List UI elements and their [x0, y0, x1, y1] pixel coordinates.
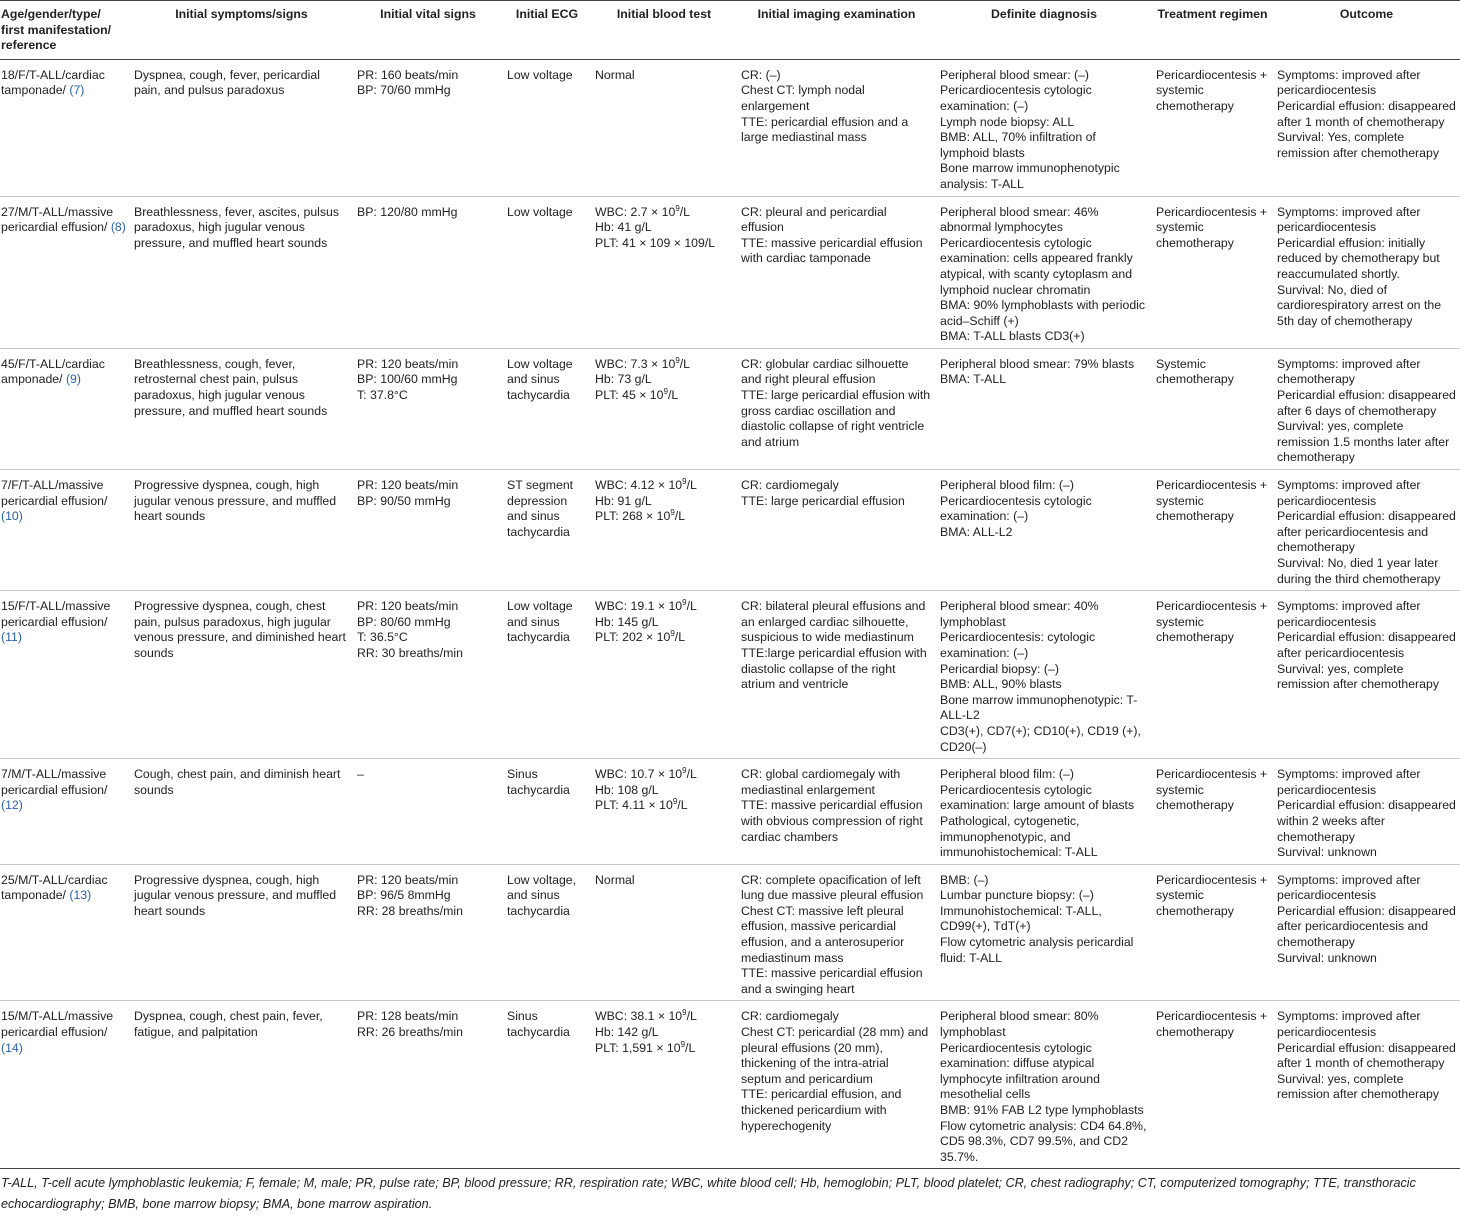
table-row [0, 470, 1460, 591]
symptoms-text: Dyspnea, cough, chest pain, fever, fatigue, and palpitation [134, 1009, 323, 1040]
cell-imaging [737, 1001, 936, 1169]
diagnosis-line: Pathological, cytogenetic, immunophenotypic, and immunohistochemical: T-ALL [940, 813, 1098, 860]
outcome-line: Survival: Yes, complete remission after chemotherapy [1277, 130, 1439, 160]
blood-line: PLT: 41 × 109 × 109/L [595, 235, 716, 250]
cell-symptoms [130, 759, 353, 865]
symptoms-text: Progressive dyspnea, cough, high jugular venous pressure, and muffled heart sounds [134, 478, 337, 524]
cell-case [0, 470, 130, 591]
diagnosis-line: Peripheral blood smear: (–) [940, 67, 1089, 82]
reference-link[interactable]: (13) [69, 888, 92, 903]
ecg-text: ST segment depression and sinus tachycardia [507, 478, 574, 539]
outcome-line: Pericardial effusion: disappeared after 1 month of chemotherapy [1277, 98, 1456, 129]
cell-case [0, 864, 130, 1001]
diagnosis-line: Immunohistochemical: T-ALL, CD99(+), TdT(+) [940, 903, 1102, 934]
blood-line: WBC: $2.7 \times 10^9/L$ [595, 203, 691, 219]
outcome-line: Symptoms: improved after pericardiocentesis [1277, 767, 1421, 797]
outcome-line: Survival: yes, complete remission 1.5 months later after chemotherapy [1277, 419, 1450, 465]
blood-line: WBC: $38.1 \times 10^9/L$ [595, 1008, 697, 1024]
blood-line: PLT: $1,591 \times 10^9/L$ [595, 1039, 696, 1055]
outcome-line: Symptoms: improved after pericardiocentesis [1277, 599, 1421, 629]
diagnosis-line: Lymph node biopsy: ALL [940, 114, 1075, 129]
blood-line: Hb: 73 g/L [595, 372, 652, 387]
imaging-line: Chest CT: pericardial (28 mm) and pleural effusions (20 mm), thickening of the intra-atrial septum and pericardium [741, 1025, 929, 1086]
vitals-line: BP: 80/60 mmHg [357, 614, 451, 629]
diagnosis-line: Pericardiocentesis cytologic examination: (–) [940, 83, 1092, 113]
ecg-text: Low voltage and sinus tachycardia [507, 356, 573, 403]
imaging-line: CR: global cardiomegaly with mediastinal enlargement [741, 767, 901, 797]
vitals-line: BP: 70/60 mmHg [357, 83, 451, 98]
cell-case [0, 1001, 130, 1169]
treatment-text: Pericardiocentesis + systemic chemotherapy [1156, 204, 1268, 250]
header-diagnosis: Definite diagnosis [936, 1, 1152, 60]
cell-imaging [737, 59, 936, 196]
cell-ecg [503, 864, 591, 1001]
cell-outcome [1273, 59, 1460, 196]
case-descriptor: 18/F/T-ALL/cardiac tamponade/ [1, 67, 105, 98]
outcome-line: Pericardial effusion: disappeared after pericardiocentesis and chemotherapy [1277, 903, 1456, 950]
cell-blood [591, 196, 737, 348]
cell-vitals [353, 759, 503, 865]
cell-ecg [503, 348, 591, 469]
reference-link[interactable]: (12) [1, 798, 23, 813]
treatment-text: Pericardiocentesis + systemic chemotherapy [1156, 478, 1268, 524]
blood-line: Hb: 145 g/L [595, 614, 659, 629]
blood-line: Hb: 108 g/L [595, 782, 659, 797]
table-body [0, 59, 1460, 1169]
reference-link[interactable]: (14) [1, 1040, 23, 1055]
case-descriptor: 15/M/T-ALL/massive pericardial effusion/ [1, 1009, 114, 1040]
cell-ecg [503, 59, 591, 196]
diagnosis-line: Flow cytometric analysis pericardial fluid: T-ALL [940, 935, 1134, 965]
diagnosis-line: Peripheral blood film: (–) [940, 478, 1074, 493]
diagnosis-line: Pericardiocentesis cytologic examination: (–) [940, 493, 1092, 524]
imaging-line: TTE: pericardial effusion and a large mediastinal mass [741, 114, 909, 145]
cell-vitals [353, 348, 503, 469]
outcome-line: Pericardial effusion: initially reduced by chemotherapy but reaccumulated shortly. [1277, 235, 1440, 281]
blood-line: PLT: $45 \times 10^9/L$ [595, 387, 679, 403]
imaging-line: CR: bilateral pleural effusions and an enlarged cardiac silhouette, suspicious to wide mediastinum [741, 599, 926, 645]
diagnosis-line: Pericardiocentesis: cytologic examination: (–) [940, 630, 1096, 660]
treatment-text: Pericardiocentesis + chemotherapy [1156, 1009, 1268, 1040]
imaging-line: CR: cardiomegaly [741, 478, 839, 493]
table-row [0, 196, 1460, 348]
cell-outcome [1273, 759, 1460, 865]
cell-ecg [503, 1001, 591, 1169]
cell-case [0, 196, 130, 348]
vitals-line: BP: 120/80 mmHg [357, 204, 458, 219]
reference-link[interactable]: (9) [65, 372, 81, 387]
imaging-line: TTE: pericardial effusion, and thickened pericardium with hyperechogenity [741, 1087, 902, 1133]
vitals-line: RR: 30 breaths/min [357, 645, 463, 660]
header-blood-test: Initial blood test [591, 1, 737, 60]
symptoms-text: Dyspnea, cough, fever, pericardial pain, and pulsus paradoxus [134, 67, 320, 98]
vitals-line: T: 37.8°C [357, 388, 408, 403]
cell-blood [591, 348, 737, 469]
blood-line: Hb: 41 g/L [595, 220, 652, 235]
symptoms-text: Cough, chest pain, and diminish heart sounds [134, 767, 341, 797]
cell-imaging [737, 759, 936, 865]
cell-case [0, 59, 130, 196]
vitals-line: PR: 160 beats/min [357, 67, 459, 82]
blood-line: Hb: 142 g/L [595, 1025, 659, 1040]
table-header [0, 1, 1460, 60]
outcome-line: Pericardial effusion: disappeared after pericardiocentesis [1277, 630, 1456, 660]
outcome-line: Survival: No, died of cardiorespiratory arrest on the 5th day of chemotherapy [1277, 282, 1442, 328]
header-treatment: Treatment regimen [1152, 1, 1273, 60]
vitals-line: BP: 100/60 mmHg [357, 372, 458, 387]
header-row [0, 1, 1460, 60]
cell-outcome [1273, 591, 1460, 759]
cell-diagnosis [936, 348, 1152, 469]
case-descriptor: 7/F/T-ALL/massive pericardial effusion/ [1, 478, 108, 508]
symptoms-text: Breathlessness, fever, ascites, pulsus paradoxus, high jugular venous pressure, and muffled heart sounds [134, 204, 340, 250]
table-row [0, 864, 1460, 1001]
cell-treatment [1152, 591, 1273, 759]
treatment-text: Pericardiocentesis + systemic chemotherapy [1156, 67, 1268, 113]
imaging-line: Chest CT: lymph nodal enlargement [741, 83, 865, 113]
blood-line: WBC: $10.7 \times 10^9/L$ [595, 766, 697, 782]
blood-line: PLT: $268 \times 10^9/L$ [595, 508, 686, 524]
cell-diagnosis [936, 1001, 1152, 1169]
table-row [0, 1001, 1460, 1169]
table-row [0, 348, 1460, 469]
cell-outcome [1273, 196, 1460, 348]
outcome-line: Survival: yes, complete remission after chemotherapy [1277, 1071, 1439, 1102]
reference-link[interactable]: (11) [1, 630, 22, 645]
imaging-line: CR: globular cardiac silhouette and right pleural effusion [741, 356, 909, 387]
diagnosis-line: Bone marrow immunophenotypic analysis: T-ALL [940, 161, 1120, 191]
cell-blood [591, 470, 737, 591]
ecg-text: Sinus tachycardia [507, 1009, 570, 1040]
table-row [0, 59, 1460, 196]
reference-link[interactable]: (7) [69, 83, 85, 98]
diagnosis-line: Flow cytometric analysis: CD4 64.8%, CD5 98.3%, CD7 99.5%, and CD2 35.7%. [940, 1118, 1147, 1164]
diagnosis-line: Pericardiocentesis cytologic examination: cells appeared frankly atypical, with scanty cytoplasm and lymphoid nuclear chromatin [940, 235, 1133, 297]
cell-vitals [353, 470, 503, 591]
imaging-line: Chest CT: massive left pleural effusion, massive pericardial effusion, and a anterosuperior mediastinum mass [741, 903, 905, 965]
header-ecg: Initial ECG [503, 1, 591, 60]
vitals-line: – [357, 767, 364, 782]
cell-treatment [1152, 759, 1273, 865]
vitals-line: PR: 120 beats/min [357, 872, 459, 887]
vitals-line: PR: 120 beats/min [357, 356, 459, 371]
cell-diagnosis [936, 864, 1152, 1001]
vitals-line: BP: 96/5 8mmHg [357, 888, 451, 903]
diagnosis-line: BMA: T-ALL [940, 372, 1007, 387]
cell-symptoms [130, 1001, 353, 1169]
cell-ecg [503, 470, 591, 591]
cell-treatment [1152, 348, 1273, 469]
outcome-line: Symptoms: improved after pericardiocentesis [1277, 67, 1421, 98]
diagnosis-line: BMA: 90% lymphoblasts with periodic acid–Schiff (+) [940, 298, 1146, 328]
case-descriptor: 7/M/T-ALL/massive pericardial effusion/ [1, 767, 108, 797]
imaging-line: TTE:large pericardial effusion with diastolic collapse of the right atrium and ventricle [741, 645, 927, 692]
header-outcome: Outcome [1273, 1, 1460, 60]
cell-diagnosis [936, 591, 1152, 759]
cell-ecg [503, 759, 591, 865]
cell-treatment [1152, 59, 1273, 196]
cell-vitals [353, 59, 503, 196]
diagnosis-line: Peripheral blood smear: 79% blasts [940, 356, 1135, 371]
imaging-line: CR: pleural and pericardial effusion [741, 204, 887, 235]
case-descriptor: 27/M/T-ALL/massive pericardial effusion/ [1, 204, 114, 235]
cell-blood [591, 59, 737, 196]
cell-symptoms [130, 196, 353, 348]
outcome-line: Pericardial effusion: disappeared after 1 month of chemotherapy [1277, 1040, 1456, 1071]
cell-vitals [353, 864, 503, 1001]
imaging-line: TTE: massive pericardial effusion with obvious compression of right cardiac chambers [741, 798, 923, 844]
outcome-line: Pericardial effusion: disappeared within 2 weeks after chemotherapy [1277, 798, 1456, 844]
imaging-line: TTE: massive pericardial effusion and a swinging heart [741, 966, 923, 996]
treatment-text: Systemic chemotherapy [1156, 356, 1234, 387]
blood-line: Normal [595, 872, 635, 887]
diagnosis-line: BMB: ALL, 90% blasts [940, 677, 1062, 692]
imaging-line: TTE: large pericardial effusion [741, 493, 905, 508]
symptoms-text: Progressive dyspnea, cough, chest pain, pulsus paradoxus, high jugular venous pressure, and diminished heart sounds [134, 599, 346, 660]
imaging-line: TTE: large pericardial effusion with gross cardiac oscillation and diastolic collapse of right ventricle and atrium [741, 388, 931, 449]
cell-imaging [737, 864, 936, 1001]
cell-case [0, 591, 130, 759]
outcome-line: Survival: unknown [1277, 950, 1377, 965]
diagnosis-line: Bone marrow immunophenotypic: T-ALL-L2 [940, 692, 1138, 723]
outcome-line: Symptoms: improved after chemotherapy [1277, 356, 1421, 387]
imaging-line: CR: (–) [741, 67, 781, 82]
case-descriptor: 25/M/T-ALL/cardiac tamponade/ [1, 872, 108, 903]
cell-imaging [737, 348, 936, 469]
vitals-line: T: 36.5°C [357, 630, 408, 645]
outcome-line: Survival: yes, complete remission after chemotherapy [1277, 661, 1439, 692]
symptoms-text: Breathlessness, cough, fever, retrosternal chest pain, pulsus paradoxus, high jugular venous pressure, and muffled heart sounds [134, 356, 328, 418]
cell-blood [591, 591, 737, 759]
diagnosis-line: BMA: ALL-L2 [940, 524, 1013, 539]
reference-link[interactable]: (8) [110, 220, 126, 235]
blood-line: PLT: $202 \times 10^9/L$ [595, 629, 686, 645]
cell-symptoms [130, 348, 353, 469]
cell-vitals [353, 591, 503, 759]
ecg-text: Low voltage [507, 204, 573, 219]
cell-diagnosis [936, 196, 1152, 348]
cell-imaging [737, 470, 936, 591]
diagnosis-line: Pericardiocentesis cytologic examination: large amount of blasts [940, 782, 1135, 813]
table-row [0, 759, 1460, 865]
blood-line: PLT: $4.11 \times 10^9/L$ [595, 797, 688, 813]
case-descriptor: 15/F/T-ALL/massive pericardial effusion/ [1, 599, 111, 629]
cell-treatment [1152, 196, 1273, 348]
cell-outcome [1273, 1001, 1460, 1169]
ecg-text: Sinus tachycardia [507, 767, 570, 797]
header-symptoms: Initial symptoms/signs [130, 1, 353, 60]
cell-symptoms [130, 59, 353, 196]
reference-link[interactable]: (10) [1, 509, 23, 524]
table-row [0, 591, 1460, 759]
outcome-line: Pericardial effusion: disappeared after pericardiocentesis and chemotherapy [1277, 509, 1456, 555]
imaging-line: CR: cardiomegaly [741, 1009, 839, 1024]
cell-treatment [1152, 470, 1273, 591]
diagnosis-line: Pericardial biopsy: (–) [940, 661, 1059, 676]
symptoms-text: Progressive dyspnea, cough, high jugular venous pressure, and muffled heart sounds [134, 872, 337, 918]
outcome-line: Pericardial effusion: disappeared after 6 days of chemotherapy [1277, 388, 1456, 418]
diagnosis-line: BMB: (–) [940, 872, 989, 887]
cell-outcome [1273, 470, 1460, 591]
vitals-line: BP: 90/50 mmHg [357, 493, 451, 508]
vitals-line: PR: 120 beats/min [357, 599, 459, 614]
cell-diagnosis [936, 470, 1152, 591]
imaging-line: TTE: massive pericardial effusion with cardiac tamponade [741, 235, 923, 266]
outcome-line: Symptoms: improved after pericardiocentesis [1277, 204, 1421, 235]
diagnosis-line: Pericardiocentesis cytologic examination: diffuse atypical lymphocyte infiltration around mesothelial cells [940, 1040, 1100, 1102]
diagnosis-line: Peripheral blood smear: 40% lymphoblast [940, 599, 1099, 629]
ecg-text: Low voltage and sinus tachycardia [507, 599, 573, 645]
cell-case [0, 348, 130, 469]
cell-diagnosis [936, 759, 1152, 865]
outcome-line: Survival: No, died 1 year later during the third chemotherapy [1277, 556, 1441, 586]
cell-vitals [353, 1001, 503, 1169]
diagnosis-line: BMB: ALL, 70% infiltration of lymphoid blasts [940, 130, 1096, 160]
header-case: Age/gender/type/ first manifestation/ reference [0, 1, 130, 60]
ecg-text: Low voltage [507, 67, 573, 82]
cell-outcome [1273, 348, 1460, 469]
cell-blood [591, 864, 737, 1001]
cell-ecg [503, 196, 591, 348]
cell-vitals [353, 196, 503, 348]
blood-line: WBC: $19.1 \times 10^9/L$ [595, 598, 697, 614]
cell-diagnosis [936, 59, 1152, 196]
diagnosis-line: Peripheral blood smear: 80% lymphoblast [940, 1009, 1099, 1040]
diagnosis-line: CD3(+), CD7(+); CD10(+), CD19 (+), CD20(–) [940, 723, 1141, 754]
case-descriptor: 45/F/T-ALL/cardiac amponade/ [1, 356, 105, 387]
cell-imaging [737, 591, 936, 759]
blood-line: Normal [595, 67, 635, 82]
cell-treatment [1152, 1001, 1273, 1169]
cell-symptoms [130, 591, 353, 759]
vitals-line: PR: 128 beats/min [357, 1009, 459, 1024]
diagnosis-line: BMB: 91% FAB L2 type lymphoblasts [940, 1103, 1144, 1117]
vitals-line: RR: 28 breaths/min [357, 903, 463, 918]
blood-line: Hb: 91 g/L [595, 493, 652, 508]
outcome-line: Symptoms: improved after pericardiocentesis [1277, 872, 1421, 903]
cell-symptoms [130, 470, 353, 591]
vitals-line: RR: 26 breaths/min [357, 1025, 463, 1040]
table-footnote: T-ALL, T-cell acute lymphoblastic leukemia; F, female; M, male; PR, pulse rate; BP, blood pressure; RR, respiration rate; WBC, white blood cell; Hb, hemoglobin; PLT, blood platelet; CR, chest radiography; CT, computerized tomography; TTE, transthoracic echocardiography; BMB, bone marrow biopsy; BMA, bone marrow aspiration. [1, 1176, 1416, 1212]
cell-treatment [1152, 864, 1273, 1001]
diagnosis-line: Lumbar puncture biopsy: (–) [940, 888, 1094, 903]
cell-symptoms [130, 864, 353, 1001]
diagnosis-line: Peripheral blood smear: 46% abnormal lymphocytes [940, 204, 1099, 235]
outcome-line: Survival: unknown [1277, 845, 1377, 860]
cell-outcome [1273, 864, 1460, 1001]
outcome-line: Symptoms: improved after pericardiocentesis [1277, 478, 1421, 508]
header-vitals: Initial vital signs [353, 1, 503, 60]
vitals-line: PR: 120 beats/min [357, 478, 459, 493]
header-imaging: Initial imaging examination [737, 1, 936, 60]
imaging-line: CR: complete opacification of left lung due massive pleural effusion [741, 872, 924, 903]
treatment-text: Pericardiocentesis + systemic chemotherapy [1156, 599, 1268, 645]
cell-imaging [737, 196, 936, 348]
treatment-text: Pericardiocentesis + systemic chemotherapy [1156, 767, 1268, 813]
outcome-line: Symptoms: improved after pericardiocentesis [1277, 1009, 1421, 1040]
blood-line: WBC: $4.12 \times 10^9/L$ [595, 477, 697, 493]
cell-blood [591, 759, 737, 865]
cell-ecg [503, 591, 591, 759]
ecg-text: Low voltage, and sinus tachycardia [507, 872, 577, 918]
blood-line: WBC: $7.3 \times 10^9/L$ [595, 355, 691, 371]
cell-case [0, 759, 130, 865]
diagnosis-line: BMA: T-ALL blasts CD3(+) [940, 329, 1085, 344]
treatment-text: Pericardiocentesis + systemic chemotherapy [1156, 872, 1268, 918]
diagnosis-line: Peripheral blood film: (–) [940, 767, 1074, 782]
cell-blood [591, 1001, 737, 1169]
